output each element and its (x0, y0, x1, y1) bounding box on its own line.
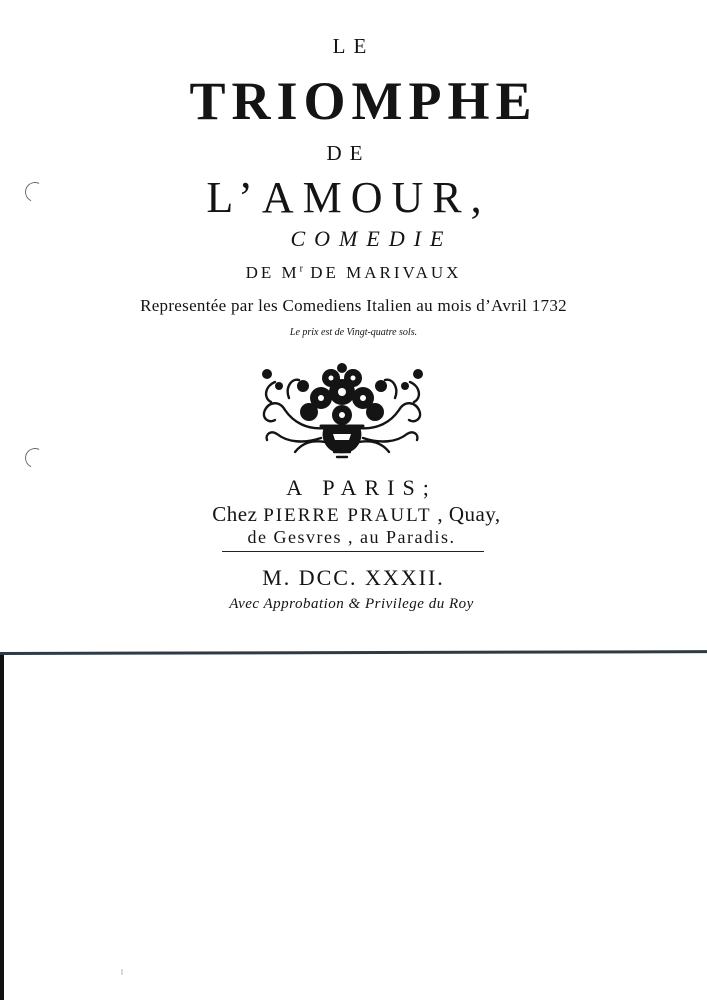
privilege-line: Avec Approbation & Privilege du Roy (229, 596, 474, 612)
imprint-city: A PARIS; (286, 475, 437, 500)
title-le: LE (332, 34, 375, 58)
scan-speck (121, 969, 123, 975)
price-note: Le prix est de Vingt-quatre sols. (289, 327, 418, 338)
author-name: DE MARIVAUX (302, 263, 462, 282)
author-superscript: r (299, 263, 303, 275)
title-amour: L’AMOUR, (206, 173, 491, 222)
author-line (0, 263, 707, 283)
author-prefix: DE M (245, 263, 300, 282)
imprint-address: de Gesvres , au Paradis. (247, 527, 456, 547)
imprint-rule (222, 551, 484, 552)
title-de: DE (326, 141, 371, 165)
title-triomphe: TRIOMPHE (189, 71, 538, 131)
imprint-chez: Chez (212, 502, 264, 526)
flower-basket-ornament-icon (255, 360, 430, 460)
imprint-year: M. DCC. XXXII. (262, 565, 445, 590)
imprint-quay: , Quay, (431, 502, 501, 526)
imprint-printer-name: PIERRE PRAULT (263, 505, 432, 526)
performance-note: Representée par les Comediens Italien au mois d’Avril 1732 (140, 296, 567, 315)
blank-scan-area (4, 655, 707, 1000)
imprint-printer-line (3, 502, 707, 527)
genre-comedie: COMEDIE (290, 226, 453, 251)
